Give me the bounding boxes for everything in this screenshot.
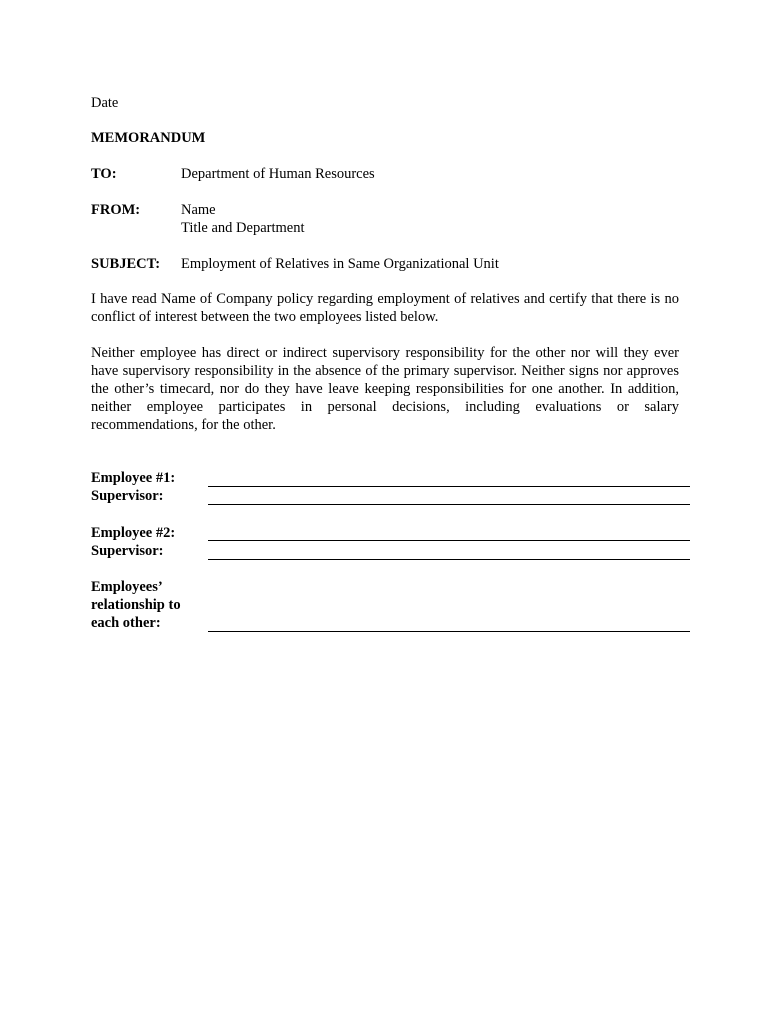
supervisor2-field[interactable] — [208, 559, 690, 560]
paragraph-supervisory: Neither employee has direct or indirect supervisory responsibility for the other nor will they ever have supervisory responsibility in the absence of the primary supervisor. Neither signs nor approves the other’s timecard, nor do they have leave keeping responsibilities for one another. In addition, neither employee participates in personal decisions, including evaluations or salary recommendations, for the other. — [91, 345, 679, 433]
relationship-label-line3: each other: — [91, 615, 161, 631]
employee1-label: Employee #1: — [91, 470, 176, 486]
subject-value: Employment of Relatives in Same Organizational Unit — [181, 256, 499, 272]
relationship-label-line2: relationship to — [91, 597, 181, 613]
relationship-label-line1: Employees’ — [91, 579, 163, 595]
employee1-field[interactable] — [208, 486, 690, 487]
from-name: Name — [181, 202, 216, 218]
supervisor2-label: Supervisor: — [91, 543, 164, 559]
paragraph-policy: I have read Name of Company policy regarding employment of relatives and certify that there is no conflict of interest between the two employees listed below. — [91, 291, 679, 325]
supervisor1-field[interactable] — [208, 504, 690, 505]
employee2-label: Employee #2: — [91, 525, 176, 541]
employee2-field[interactable] — [208, 540, 690, 541]
subject-label: SUBJECT: — [91, 256, 161, 272]
to-label: TO: — [91, 166, 117, 182]
memo-heading: MEMORANDUM — [91, 130, 206, 146]
relationship-field[interactable] — [208, 631, 690, 632]
from-title: Title and Department — [181, 220, 305, 236]
supervisor1-label: Supervisor: — [91, 488, 164, 504]
from-label: FROM: — [91, 202, 141, 218]
to-value: Department of Human Resources — [181, 166, 375, 182]
date-label: Date — [91, 95, 119, 111]
